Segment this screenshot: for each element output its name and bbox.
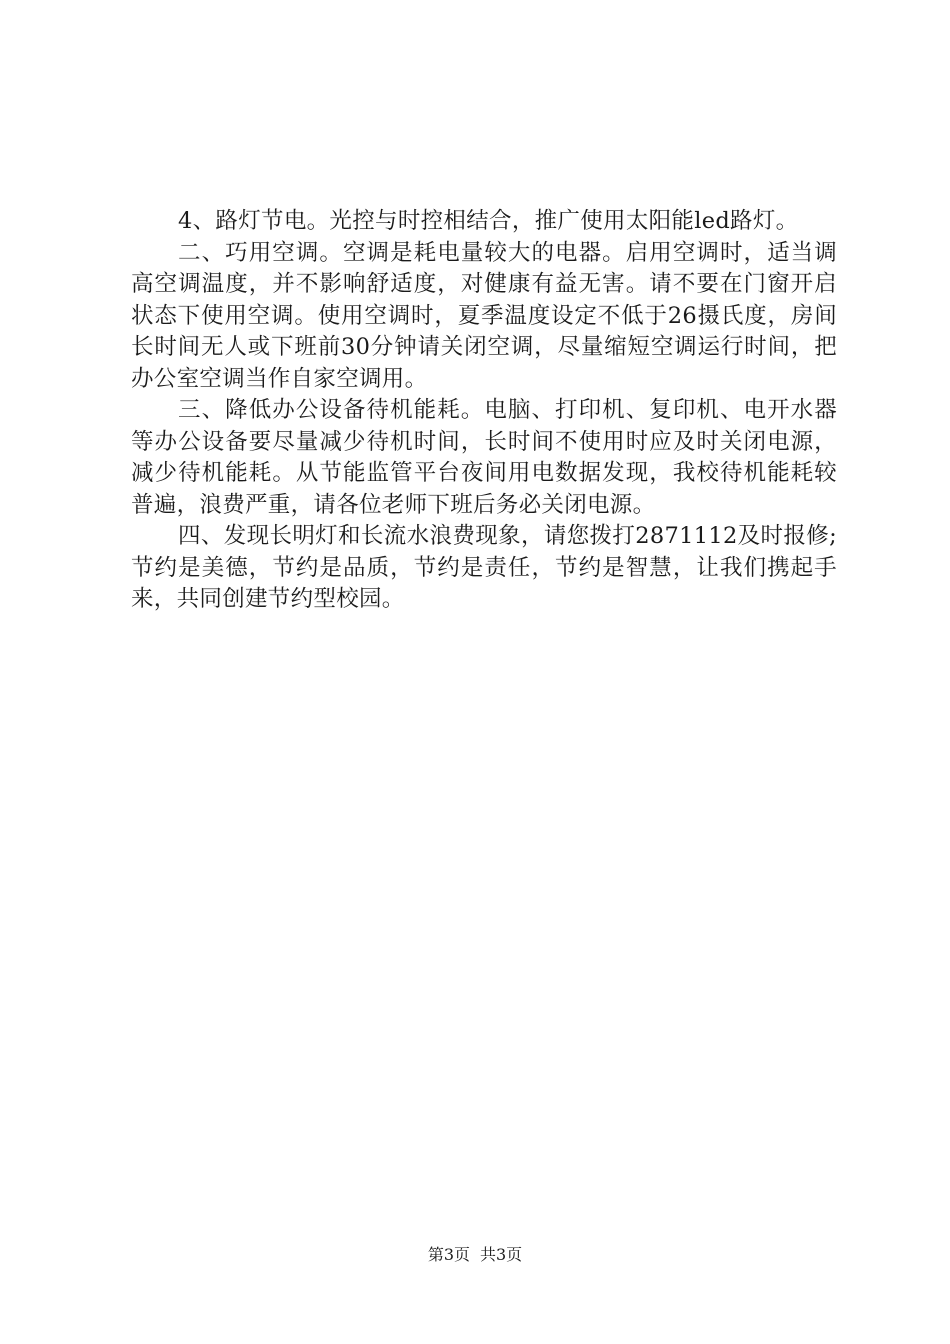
page-number: 第3页 [427, 1245, 470, 1264]
paragraph-office-equipment: 三、降低办公设备待机能耗。电脑、打印机、复印机、电开水器等办公设备要尽量减少待机时间，长时间不使用时应及时关闭电源，减少待机能耗。从节能监管平台夜间用电数据发现，我校待机能耗较普遍，浪费严重，请各位老师下班后务必关闭电源。 [131, 397, 837, 518]
paragraph-street-lights: 4、路灯节电。光控与时控相结合，推广使用太阳能led路灯。 [178, 208, 799, 234]
page-footer [0, 1244, 950, 1266]
page-total: 共3页 [480, 1245, 523, 1264]
paragraph-report-waste: 四、发现长明灯和长流水浪费现象，请您拨打2871112及时报修;节约是美德，节约是品质，节约是责任，节约是智慧，让我们携起手来，共同创建节约型校园。 [131, 523, 837, 612]
document-body [131, 206, 837, 616]
paragraph-air-conditioning: 二、巧用空调。空调是耗电量较大的电器。启用空调时，适当调高空调温度，并不影响舒适度，对健康有益无害。请不要在门窗开启状态下使用空调。使用空调时，夏季温度设定不低于26摄氏度，房间长时间无人或下班前30分钟请关闭空调，尽量缩短空调运行时间，把办公室空调当作自家空调用。 [131, 239, 837, 392]
